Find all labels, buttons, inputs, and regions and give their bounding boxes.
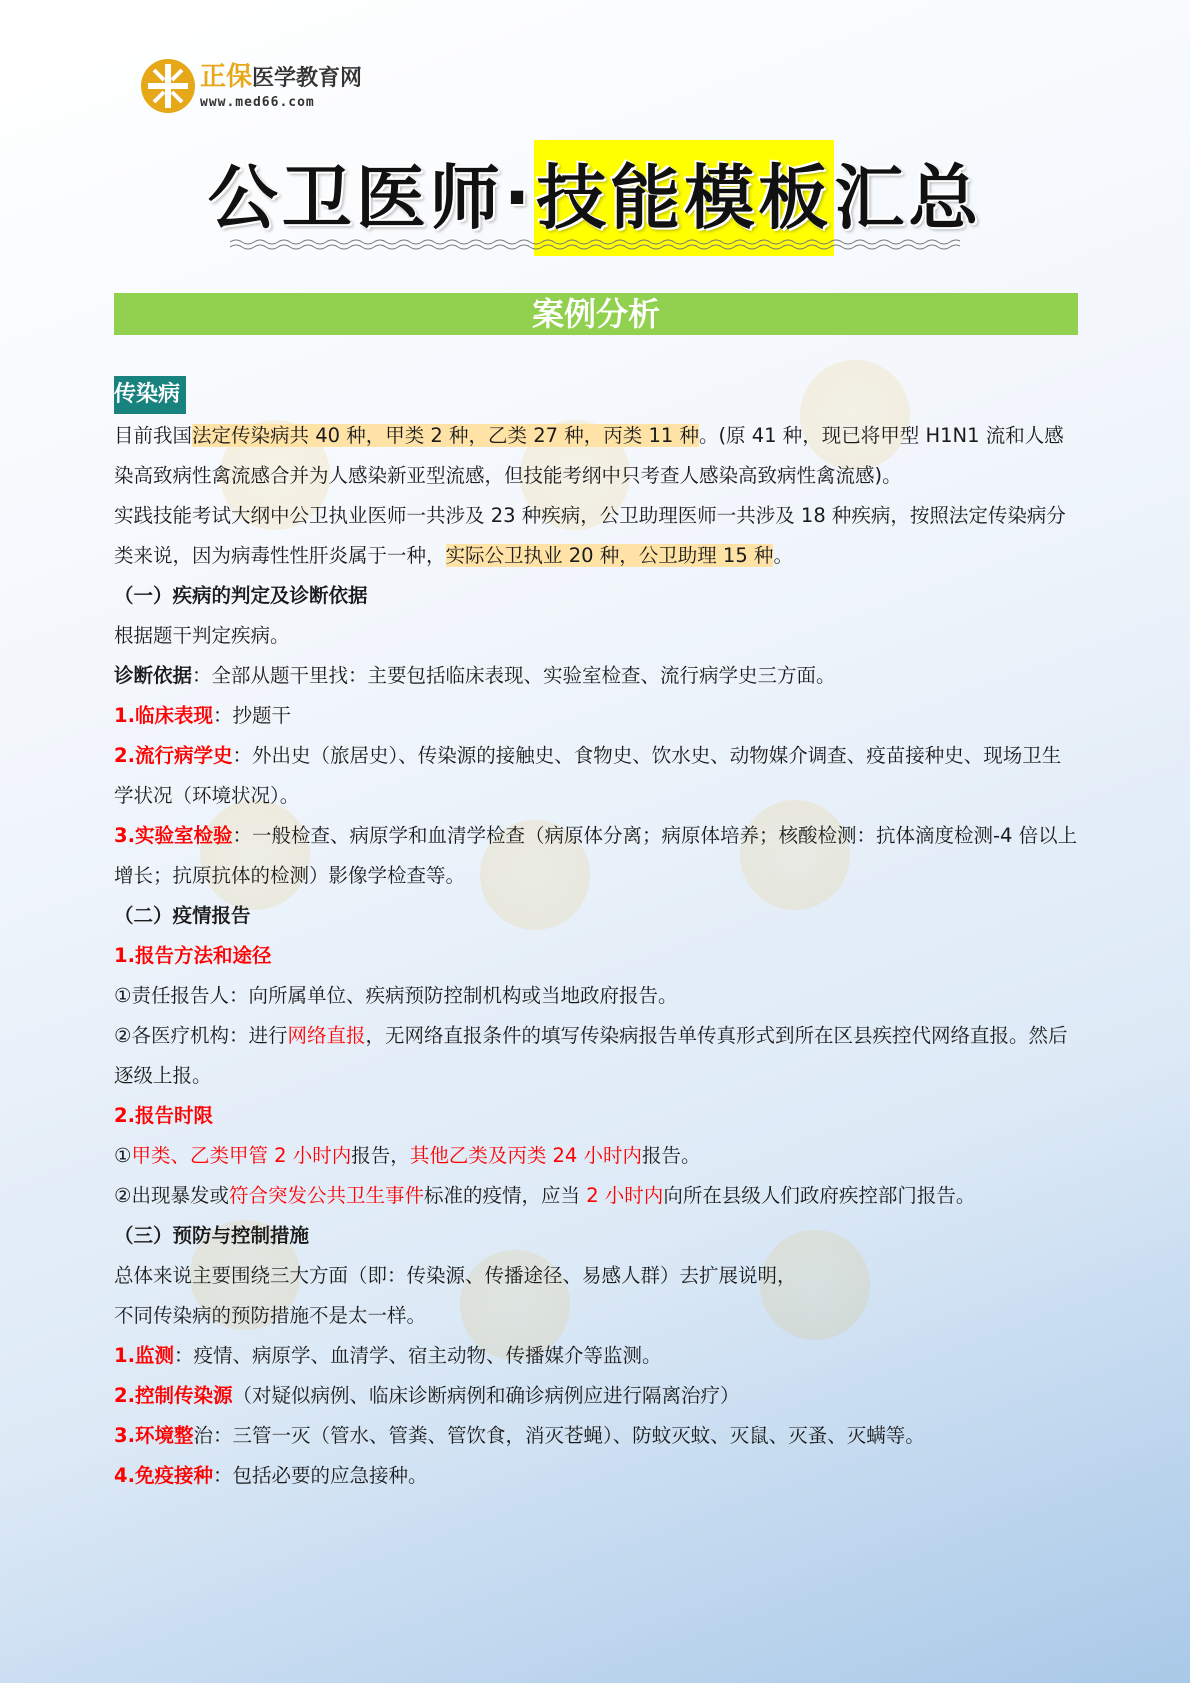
- text: ，无网络直报条件的填写传染病报告单传真形式到所在区县疾控代网络直报。然后逐级上报。: [114, 1024, 1068, 1087]
- list-item: [114, 816, 1078, 896]
- label: 2.流行病学史: [114, 744, 233, 767]
- text: ①: [114, 1144, 132, 1167]
- text: 报告。: [642, 1144, 701, 1167]
- logo-brand-part2: 医学教育网: [252, 65, 363, 91]
- text: 。: [773, 544, 793, 567]
- text: ：抄题干: [212, 704, 291, 727]
- text: ：外出史（旅居史）、传染源的接触史、食物史、饮水史、动物媒介调查、疫苗接种史、现场卫生学状况（环境状况）。: [114, 744, 1062, 807]
- paragraph: [114, 1136, 1078, 1176]
- paragraph: [114, 496, 1078, 576]
- red-text: 符合突发公共卫生事件: [228, 1184, 424, 1207]
- text: 实践技能考试大纲中公卫执业医师一共涉及 23 种疾病，公卫助理医师一共涉及 18 种疾病，按照法定传染病分类来说，因为病毒性性肝炎属于一种，: [114, 504, 1066, 567]
- label: 1.临床表现: [114, 704, 213, 727]
- list-item: [114, 1456, 1078, 1496]
- text: 目前我国: [114, 424, 193, 447]
- list-item: [114, 736, 1078, 816]
- section-heading: （一）疾病的判定及诊断依据: [114, 584, 368, 607]
- logo-mark-icon: [140, 58, 196, 114]
- section-tag: 传染病: [114, 376, 186, 414]
- text: ：疫情、病原学、血清学、宿主动物、传播媒介等监测。: [173, 1344, 662, 1367]
- title-part2: 汇总: [834, 157, 983, 239]
- brand-logo: [140, 58, 362, 114]
- text: ②出现暴发或: [114, 1184, 229, 1207]
- title-highlight: 技能模板: [534, 140, 834, 256]
- list-item: [114, 1336, 1078, 1376]
- paragraph: ①责任报告人：向所属单位、疾病预防控制机构或当地政府报告。: [114, 984, 678, 1007]
- paragraph: 不同传染病的预防措施不是太一样。: [114, 1304, 427, 1327]
- sub-heading: 2.报告时限: [114, 1104, 213, 1127]
- label: 4.免疫接种: [114, 1464, 213, 1487]
- label: 诊断依据: [114, 664, 193, 687]
- sub-heading: 1.报告方法和途径: [114, 944, 272, 967]
- red-text: 网络直报: [287, 1024, 366, 1047]
- label: 1.监测: [114, 1344, 174, 1367]
- label: 3.实验室检验: [114, 824, 233, 847]
- label: 2.控制传染源: [114, 1384, 233, 1407]
- paragraph: [114, 656, 1078, 696]
- label: 3.环境整: [114, 1424, 194, 1447]
- text: （对疑似病例、临床诊断病例和确诊病例应进行隔离治疗）: [232, 1384, 740, 1407]
- text: 报告，: [351, 1144, 410, 1167]
- title-underline-wave: [230, 238, 960, 250]
- title-part1: 公卫医师·: [207, 157, 535, 239]
- logo-brand-part1: 正保: [200, 61, 253, 92]
- text: 治：三管一灭（管水、管粪、管饮食，消灭苍蝇）、防蚊灭蚊、灭鼠、灭蚤、灭螨等。: [193, 1424, 925, 1447]
- paragraph: 根据题干判定疾病。: [114, 624, 290, 647]
- red-text: 其他乙类及丙类 24 小时内: [409, 1144, 643, 1167]
- highlight-text: 实际公卫执业 20 种，公卫助理 15 种: [445, 544, 774, 567]
- document-body: [114, 375, 1078, 1496]
- paragraph: 总体来说主要围绕三大方面（即：传染源、传播途径、易感人群）去扩展说明，: [114, 1264, 797, 1287]
- list-item: [114, 1376, 1078, 1416]
- list-item: [114, 696, 1078, 736]
- text: 标准的疫情，应当: [424, 1184, 587, 1207]
- section-heading: （二）疫情报告: [114, 904, 251, 927]
- paragraph: [114, 416, 1078, 496]
- list-item: [114, 1416, 1078, 1456]
- red-text: 甲类、乙类甲管 2 小时内: [131, 1144, 352, 1167]
- text: 。(原 41 种，现已将甲型 H1N1 流和人感染高致病性禽流感合并为人感染新亚型流感，但技能考纲中只考查人感染高致病性禽流感)。: [114, 424, 1064, 487]
- section-heading: （三）预防与控制措施: [114, 1224, 310, 1247]
- red-text: 2 小时内: [586, 1184, 664, 1207]
- text: ：一般检查、病原学和血清学检查（病原体分离；病原体培养；核酸检测：抗体滴度检测-4 倍以上增长；抗原抗体的检测）影像学检查等。: [114, 824, 1078, 887]
- paragraph: [114, 1176, 1078, 1216]
- section-banner: 案例分析: [114, 293, 1078, 335]
- text: ：包括必要的应急接种。: [212, 1464, 428, 1487]
- logo-url: www.med66.com: [200, 94, 315, 110]
- text: ②各医疗机构：进行: [114, 1024, 288, 1047]
- paragraph: [114, 1016, 1078, 1096]
- highlight-text: 法定传染病共 40 种，甲类 2 种，乙类 27 种，丙类 11 种: [192, 424, 699, 447]
- text: ：全部从题干里找：主要包括临床表现、实验室检查、流行病学史三方面。: [192, 664, 836, 687]
- text: 向所在县级人们政府疾控部门报告。: [663, 1184, 976, 1207]
